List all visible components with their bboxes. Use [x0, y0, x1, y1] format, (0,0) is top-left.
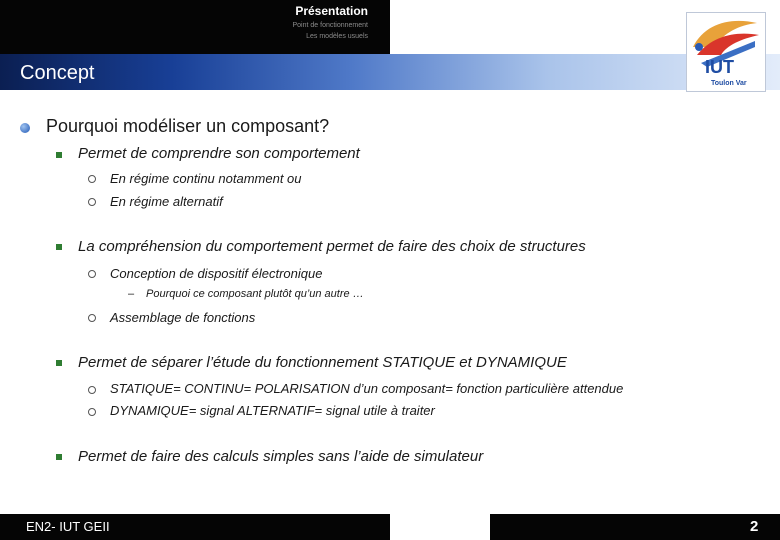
bullet-2-sub-2: Assemblage de fonctions	[110, 310, 256, 325]
bullet-3: Permet de séparer l’étude du fonctionnement STATIQUE et DYNAMIQUE	[78, 354, 567, 371]
bullet-3-sub-1: STATIQUE= CONTINU= POLARISATION d’un composant= fonction particulière attendue	[110, 381, 624, 396]
circle-bullet-icon	[88, 198, 96, 206]
footer-author: Juan Bravo	[422, 521, 478, 533]
square-bullet-icon	[56, 244, 62, 250]
bullet-1-sub-1: En régime continu notamment ou	[110, 171, 302, 186]
iut-logo	[686, 12, 766, 92]
bullet-4: Permet de faire des calculs simples sans l’aide de simulateur	[78, 448, 484, 465]
main-point: Pourquoi modéliser un composant?	[46, 116, 330, 136]
bullet-1: Permet de comprendre son comportement	[78, 145, 360, 162]
page-number: 2	[750, 518, 759, 535]
bullet-3-sub-2: DYNAMIQUE= signal ALTERNATIF= signal utile à traiter	[110, 403, 435, 418]
footer-course: EN2- IUT GEII	[26, 519, 110, 534]
circle-bullet-icon	[88, 270, 96, 278]
circle-bullet-icon	[88, 175, 96, 183]
section-band	[0, 54, 780, 90]
circle-bullet-icon	[88, 386, 96, 394]
header-bar	[0, 0, 390, 54]
presentation-title[interactable]: Présentation	[295, 4, 368, 18]
square-bullet-icon	[56, 360, 62, 366]
bullet-2: La compréhension du comportement permet de faire des choix de structures	[78, 238, 586, 255]
footer-bar	[0, 514, 780, 540]
section-title: Concept	[20, 62, 95, 84]
logo-text: IUT	[705, 57, 734, 77]
slide-content	[0, 90, 780, 514]
bullet-2-sub-1: Conception de dispositif électronique	[110, 266, 323, 281]
bullet-1-sub-2: En régime alternatif	[110, 194, 223, 209]
circle-bullet-icon	[88, 408, 96, 416]
circle-bullet-icon	[88, 314, 96, 322]
bullet-2-subsub: Pourquoi ce composant plutôt qu’un autre …	[146, 288, 364, 300]
dash-bullet-icon: –	[128, 288, 135, 300]
main-bullet-icon	[20, 123, 30, 133]
nav-item-point-fonctionnement[interactable]: Point de fonctionnement	[292, 22, 368, 29]
nav-item-modeles-usuels[interactable]: Les modèles usuels	[306, 33, 368, 40]
square-bullet-icon	[56, 152, 62, 158]
square-bullet-icon	[56, 454, 62, 460]
logo-subtitle: Toulon Var	[711, 80, 747, 87]
